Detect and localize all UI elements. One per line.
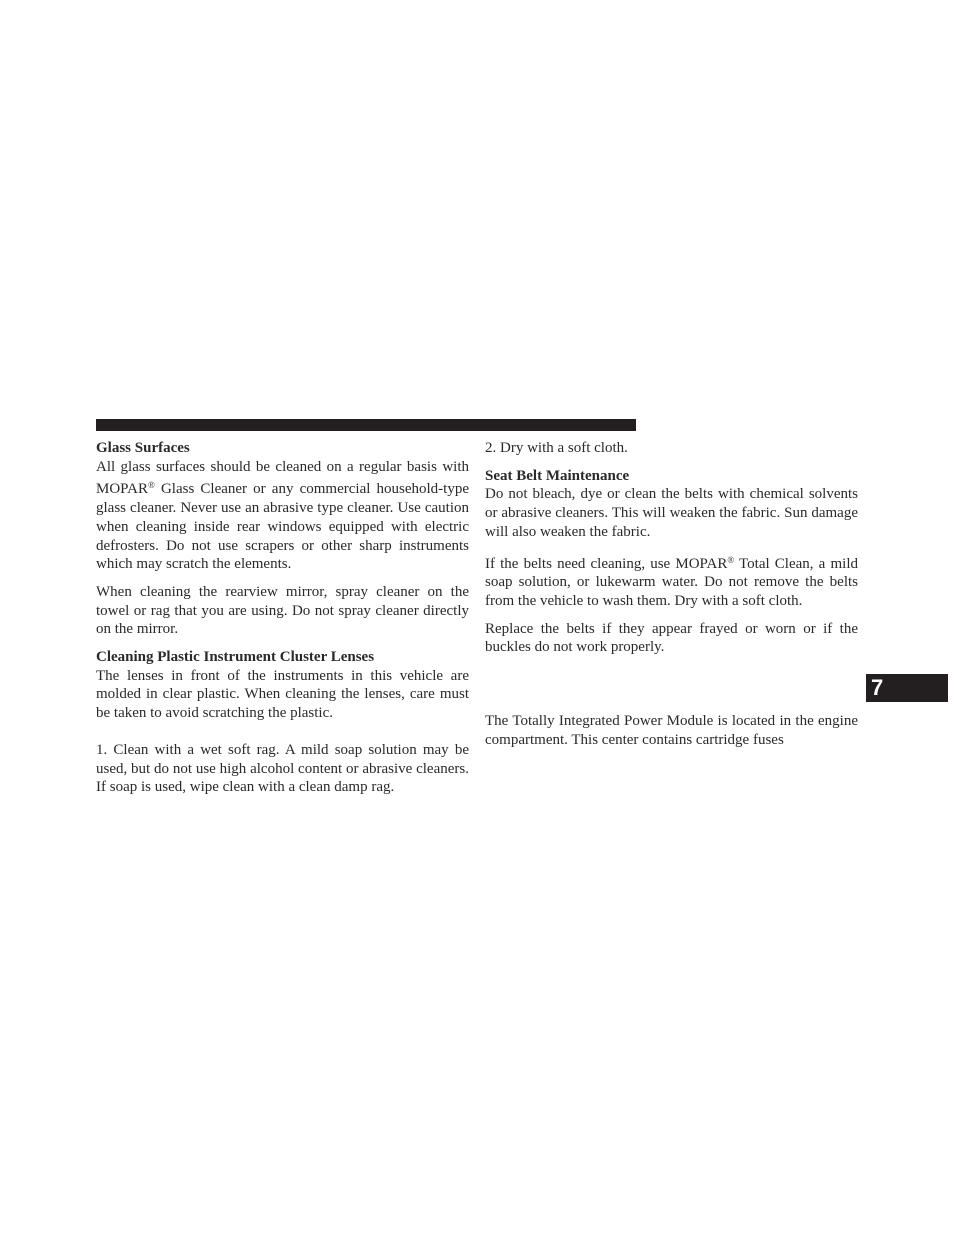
- power-module-paragraph: The Totally Integrated Power Module is located in the engine compartment. This center contains cartridge fuses: [485, 713, 858, 748]
- registered-trademark-mark: ®: [147, 480, 155, 491]
- seat-belt-paragraph-2: [485, 551, 858, 611]
- seat-belt-paragraph-3: Replace the belts if they appear frayed or worn or if the buckles do not work properly.: [485, 620, 858, 656]
- seat-belt-paragraph-2-text-a: If the belts need cleaning, use MOPAR: [485, 555, 728, 572]
- rearview-mirror-paragraph: When cleaning the rearview mirror, spray cleaner on the towel or rag that you are using. Do not spray cleaner directly on the mirror.: [96, 583, 469, 638]
- seat-belt-paragraph-2-text-b: Total Clean, a mild soap solution, or lukewarm water. Do not remove the belts from the vehicle to wash them. Dry with a soft cloth.: [485, 555, 858, 609]
- seat-belt-maintenance-heading: Seat Belt Maintenance: [485, 467, 630, 484]
- cleaning-step-1: 1. Clean with a wet soft rag. A mild soap solution may be used, but do not use high alcohol content or abrasive cleaners. If soap is used, wipe clean with a clean damp rag.: [96, 741, 469, 796]
- glass-surfaces-paragraph: [96, 458, 469, 574]
- registered-trademark-mark: ®: [727, 554, 735, 565]
- cluster-lenses-heading: Cleaning Plastic Instrument Cluster Lenses: [96, 649, 375, 666]
- glass-paragraph-text-a: All glass surfaces should be cleaned on a regular basis with MOPAR: [96, 458, 469, 498]
- right-column: [485, 439, 858, 758]
- seat-belt-paragraph-1: Do not bleach, dye or clean the belts with chemical solvents or abrasive cleaners. This will weaken the fabric. Sun damage will also weaken the fabric.: [485, 486, 858, 540]
- left-column: [96, 439, 469, 806]
- cluster-lenses-paragraph: The lenses in front of the instruments in this vehicle are molded in clear plastic. When cleaning the lenses, care must be taken to avoid scratching the plastic.: [96, 667, 469, 722]
- chapter-tab: [866, 674, 948, 702]
- glass-paragraph-text-b: Glass Cleaner or any commercial household-type glass cleaner. Never use an abrasive type cleaner. Use caution when cleaning inside rear windows equipped with electric defrosters. Do not use scrapers or other sharp instruments which may scratch the elements.: [96, 481, 469, 573]
- chapter-number: 7: [871, 675, 884, 700]
- section-header-rule: [96, 419, 636, 431]
- glass-surfaces-heading: Glass Surfaces: [96, 440, 190, 456]
- cleaning-step-2: 2. Dry with a soft cloth.: [485, 440, 628, 456]
